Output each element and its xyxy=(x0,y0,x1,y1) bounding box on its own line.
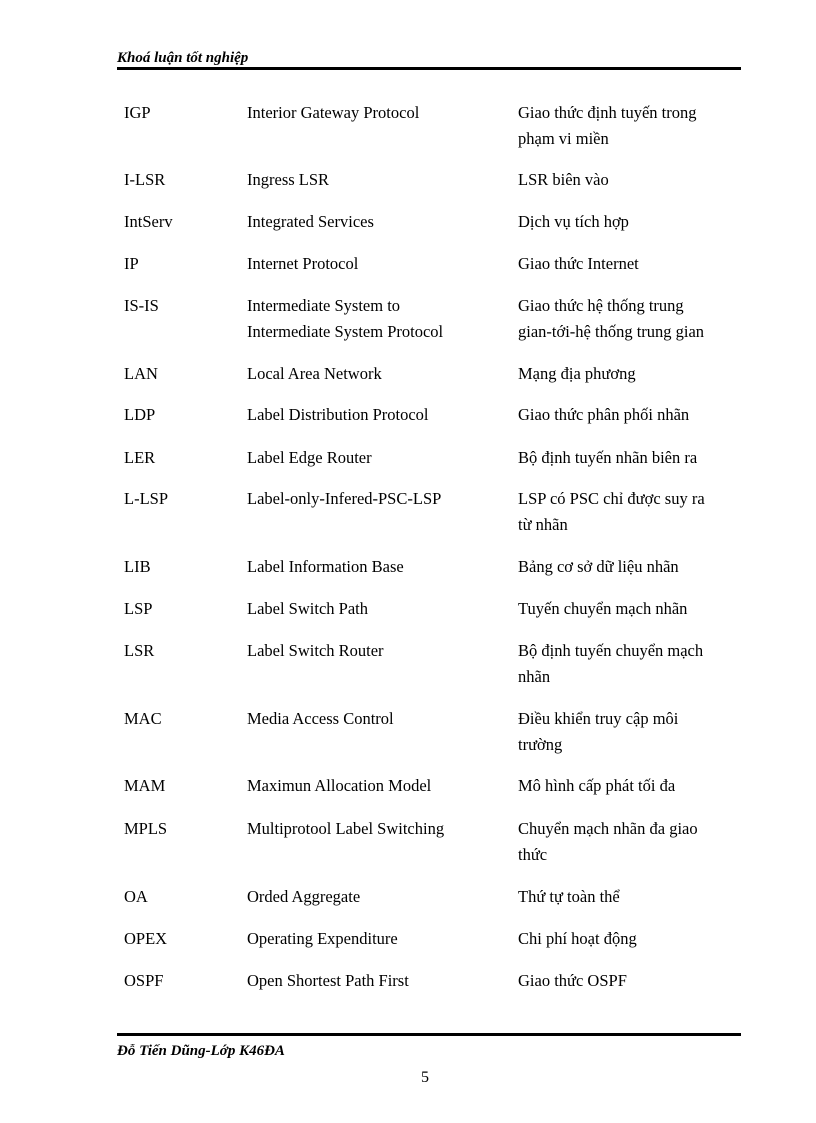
english-term: Multiprotool Label Switching xyxy=(247,819,445,838)
footer-rule xyxy=(117,1033,741,1036)
vietnamese-term: Tuyến chuyển mạch nhãn xyxy=(518,599,688,618)
vietnamese-term: Mô hình cấp phát tối đa xyxy=(518,776,676,795)
vietnamese-term: Chuyển mạch nhãn đa giao xyxy=(518,819,698,838)
abbreviation: IGP xyxy=(124,103,151,122)
english-term: Orded Aggregate xyxy=(247,887,361,906)
vietnamese-term: Bộ định tuyến chuyển mạch xyxy=(518,641,704,660)
abbreviation: LSR xyxy=(124,641,155,660)
english-term: Open Shortest Path First xyxy=(247,971,409,990)
abbreviation: IS-IS xyxy=(124,296,159,315)
abbreviation: MAC xyxy=(124,709,162,728)
english-term: Label-only-Infered-PSC-LSP xyxy=(247,489,442,508)
english-term: Label Edge Router xyxy=(247,448,372,467)
english-term: Ingress LSR xyxy=(247,170,330,189)
english-term-line-2: Intermediate System Protocol xyxy=(247,322,444,341)
vietnamese-term-line-2: nhãn xyxy=(518,667,551,686)
vietnamese-term: Điều khiển truy cập môi xyxy=(518,709,679,728)
vietnamese-term-line-2: phạm vi miền xyxy=(518,129,609,148)
vietnamese-term: Giao thức định tuyến trong xyxy=(518,103,697,122)
english-term: Intermediate System to xyxy=(247,296,401,315)
vietnamese-term: Giao thức hệ thống trung xyxy=(518,296,684,315)
english-term: Operating Expenditure xyxy=(247,929,398,948)
abbreviation: LDP xyxy=(124,405,156,424)
abbreviation: MAM xyxy=(124,776,166,795)
abbreviation: MPLS xyxy=(124,819,168,838)
english-term: Label Switch Router xyxy=(247,641,384,660)
abbreviation: I-LSR xyxy=(124,170,166,189)
english-term: Integrated Services xyxy=(247,212,374,231)
vietnamese-term: Giao thức phân phối nhãn xyxy=(518,405,690,424)
english-term: Label Distribution Protocol xyxy=(247,405,429,424)
vietnamese-term: Mạng địa phương xyxy=(518,364,636,383)
vietnamese-term-line-2: từ nhãn xyxy=(518,515,568,534)
abbreviation: LIB xyxy=(124,557,151,576)
abbreviation: OPEX xyxy=(124,929,168,948)
header-rule xyxy=(117,67,741,70)
vietnamese-term-line-2: thức xyxy=(518,845,548,864)
english-term: Internet Protocol xyxy=(247,254,359,273)
page-number: 5 xyxy=(421,1069,429,1086)
english-term: Label Switch Path xyxy=(247,599,368,618)
abbreviation: OSPF xyxy=(124,971,164,990)
abbreviation: OA xyxy=(124,887,148,906)
header-title: Khoá luận tốt nghiệp xyxy=(117,50,249,66)
abbreviation: LAN xyxy=(124,364,158,383)
vietnamese-term: LSR biên vào xyxy=(518,170,609,189)
vietnamese-term: LSP có PSC chỉ được suy ra xyxy=(518,489,705,508)
english-term: Media Access Control xyxy=(247,709,394,728)
vietnamese-term-line-2: trường xyxy=(518,735,563,754)
vietnamese-term: Giao thức OSPF xyxy=(518,971,627,990)
english-term: Interior Gateway Protocol xyxy=(247,103,420,122)
abbreviation: IP xyxy=(124,254,139,273)
vietnamese-term-line-2: gian-tới-hệ thống trung gian xyxy=(518,322,705,341)
english-term: Maximun Allocation Model xyxy=(247,776,432,795)
english-term: Local Area Network xyxy=(247,364,382,383)
vietnamese-term: Giao thức Internet xyxy=(518,254,639,273)
abbreviation: IntServ xyxy=(124,212,173,231)
vietnamese-term: Dịch vụ tích hợp xyxy=(518,212,629,231)
footer-author: Đỗ Tiến Dũng-Lớp K46ĐA xyxy=(117,1043,285,1059)
english-term: Label Information Base xyxy=(247,557,404,576)
vietnamese-term: Thứ tự toàn thể xyxy=(518,887,620,906)
abbreviation: LER xyxy=(124,448,156,467)
vietnamese-term: Bảng cơ sở dữ liệu nhãn xyxy=(518,557,679,576)
vietnamese-term: Bộ định tuyến nhãn biên ra xyxy=(518,448,698,467)
abbreviation: L-LSP xyxy=(124,489,169,508)
vietnamese-term: Chi phí hoạt động xyxy=(518,929,637,948)
abbreviation: LSP xyxy=(124,599,153,618)
